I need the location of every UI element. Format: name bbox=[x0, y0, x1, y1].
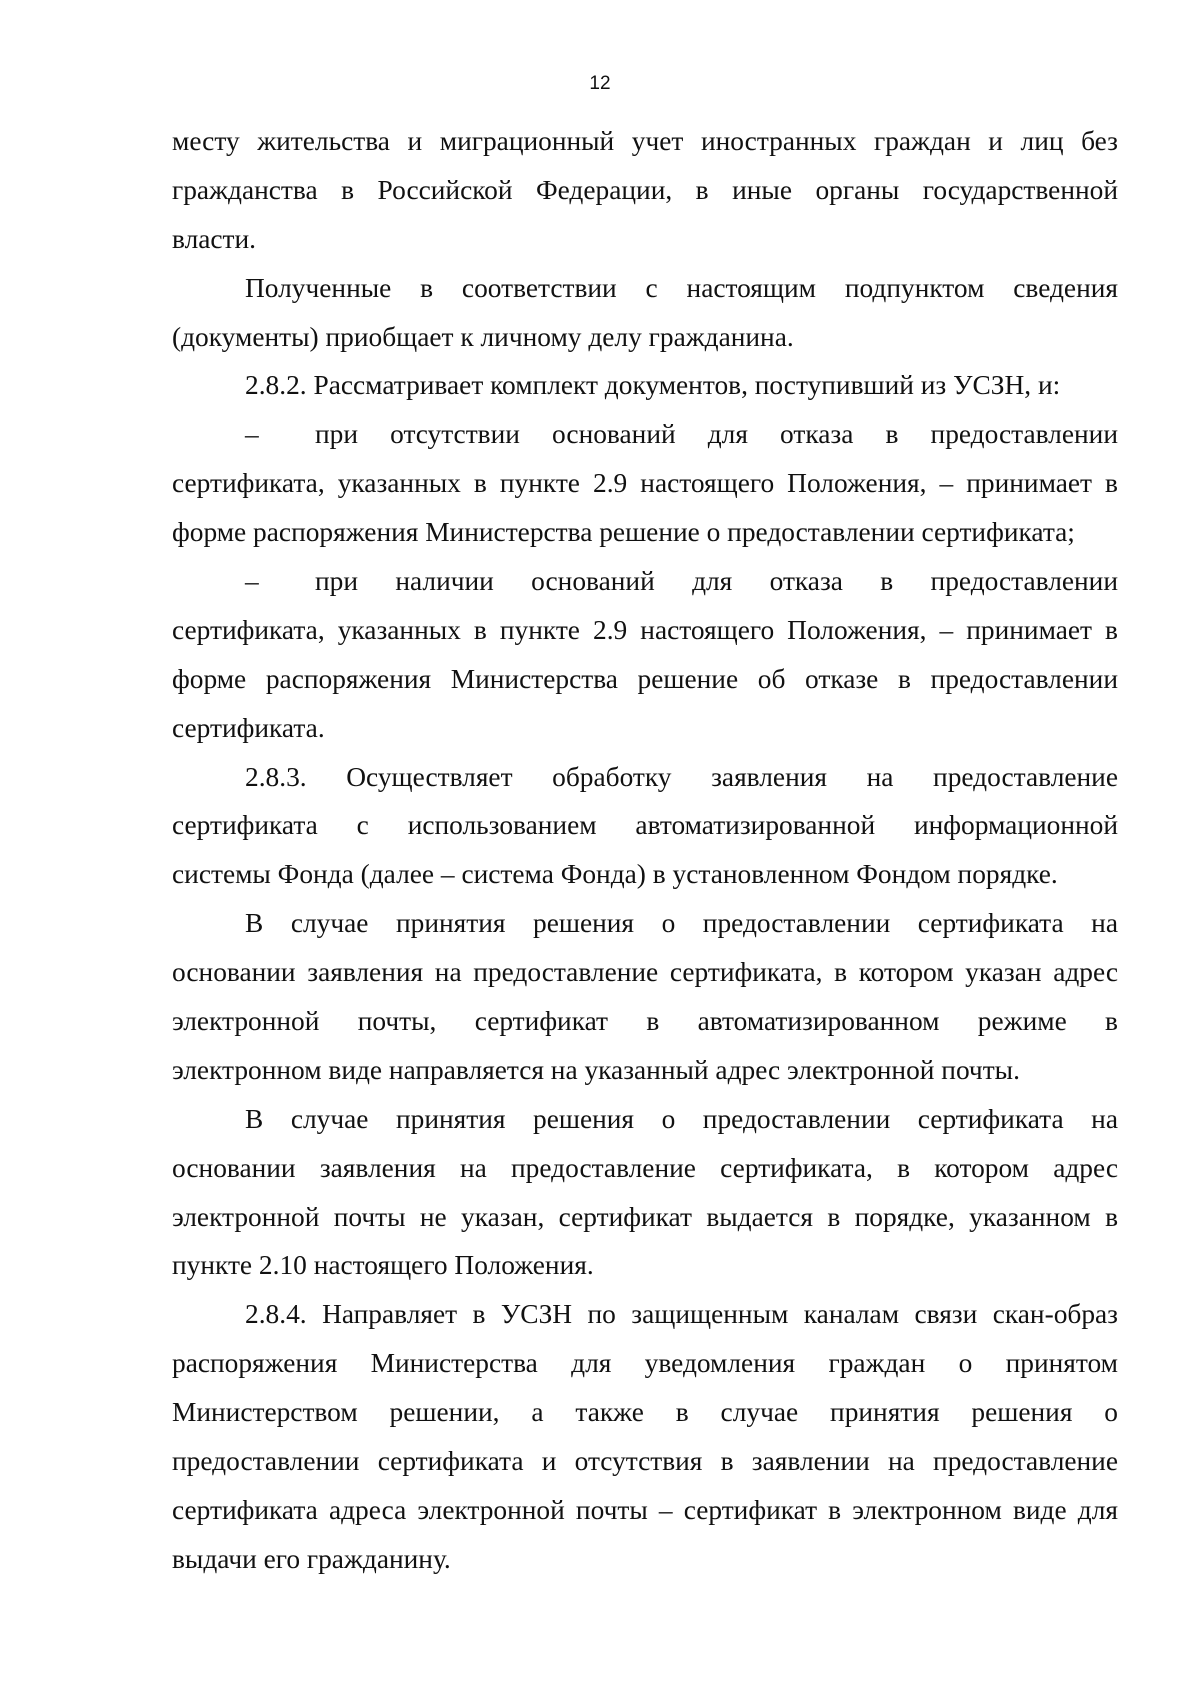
text-line: форме распоряжения Министерства решение об отказе в предоставлении bbox=[172, 663, 1118, 694]
dash-marker: – bbox=[245, 566, 259, 597]
text-line: электронном виде направляется на указанный адрес электронной почты. bbox=[172, 1054, 1020, 1085]
list-item-text: при отсутствии оснований для отказа в предоставлении bbox=[315, 419, 1118, 450]
text-line: Министерством решении, а также в случае принятия решения о bbox=[172, 1397, 1118, 1428]
list-item-dash bbox=[172, 410, 1118, 459]
paragraph-first-line: 2.8.3. Осуществляет обработку заявления на предоставление bbox=[245, 761, 1118, 792]
text-line: системы Фонда (далее – система Фонда) в установленном Фондом порядке. bbox=[172, 859, 1058, 890]
list-item-text: при наличии оснований для отказа в предоставлении bbox=[315, 566, 1118, 597]
text-line: (документы) приобщает к личному делу гражданина. bbox=[172, 321, 794, 352]
page-number: 12 bbox=[589, 73, 611, 94]
text-line: предоставлении сертификата и отсутствия в заявлении на предоставление bbox=[172, 1446, 1118, 1477]
text-line: пункте 2.10 настоящего Положения. bbox=[172, 1250, 594, 1281]
text-line: сертификата адреса электронной почты – сертификат в электронном виде для bbox=[172, 1494, 1118, 1525]
paragraph-first-line: 2.8.2. Рассматривает комплект документов, поступивший из УСЗН, и: bbox=[245, 370, 1061, 401]
paragraph-first-line: В случае принятия решения о предоставлении сертификата на bbox=[245, 1103, 1118, 1134]
text-line: форме распоряжения Министерства решение о предоставлении сертификата; bbox=[172, 517, 1075, 548]
dash-marker: – bbox=[245, 419, 259, 450]
text-line: сертификата. bbox=[172, 712, 325, 743]
text-line: основании заявления на предоставление сертификата, в котором указан адрес bbox=[172, 957, 1118, 988]
text-line: сертификата, указанных в пункте 2.9 настоящего Положения, – принимает в bbox=[172, 468, 1118, 499]
text-line: электронной почты не указан, сертификат выдается в порядке, указанном в bbox=[172, 1201, 1118, 1232]
text-line: гражданства в Российской Федерации, в иные органы государственной bbox=[172, 174, 1118, 205]
paragraph-first-line: Полученные в соответствии с настоящим подпунктом сведения bbox=[245, 272, 1118, 303]
text-line: основании заявления на предоставление сертификата, в котором адрес bbox=[172, 1152, 1118, 1183]
list-item-dash bbox=[172, 557, 1118, 606]
text-line: распоряжения Министерства для уведомления граждан о принятом bbox=[172, 1348, 1118, 1379]
text-line: выдачи его гражданину. bbox=[172, 1543, 451, 1574]
text-line: месту жительства и миграционный учет иностранных граждан и лиц без bbox=[172, 126, 1118, 156]
text-line: власти. bbox=[172, 223, 257, 254]
paragraph-first-line: 2.8.4. Направляет в УСЗН по защищенным каналам связи скан-образ bbox=[245, 1299, 1118, 1330]
text-line: электронной почты, сертификат в автоматизированном режиме в bbox=[172, 1006, 1118, 1037]
text-line: сертификата, указанных в пункте 2.9 настоящего Положения, – принимает в bbox=[172, 614, 1118, 645]
paragraph-first-line: В случае принятия решения о предоставлении сертификата на bbox=[245, 908, 1118, 939]
document-body bbox=[172, 117, 1118, 1584]
text-line: сертификата с использованием автоматизированной информационной bbox=[172, 810, 1118, 841]
